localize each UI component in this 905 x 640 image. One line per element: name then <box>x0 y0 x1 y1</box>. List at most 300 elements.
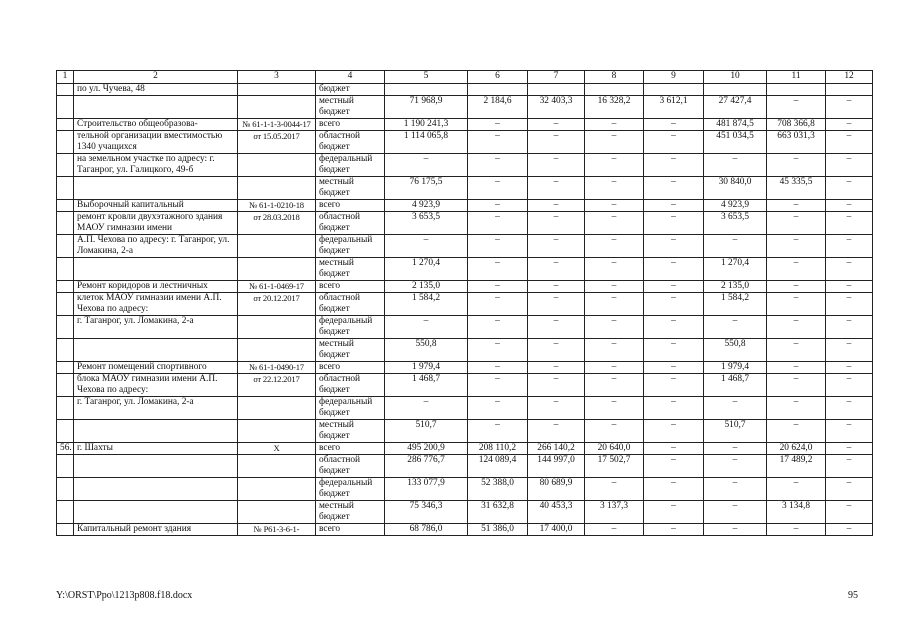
object-name: А.П. Чехова по адресу: г. Таганрог, ул. Ломакина, 2-а <box>74 235 238 258</box>
row-number <box>57 501 74 524</box>
amount-cell <box>704 84 767 96</box>
amount-cell: 510,7 <box>704 420 767 443</box>
funding-source: местный бюджет <box>316 258 385 281</box>
document-ref <box>238 455 316 478</box>
amount-cell: 144 997,0 <box>528 455 585 478</box>
amount-cell: – <box>585 200 644 212</box>
amount-cell: – <box>767 316 826 339</box>
amount-cell: – <box>767 258 826 281</box>
funding-source: федеральный бюджет <box>316 397 385 420</box>
funding-source: областной бюджет <box>316 455 385 478</box>
amount-cell: – <box>528 420 585 443</box>
funding-source: местный бюджет <box>316 339 385 362</box>
amount-cell: – <box>767 374 826 397</box>
amount-cell: 708 366,8 <box>767 119 826 131</box>
amount-cell: 1 584,2 <box>385 293 468 316</box>
amount-cell: – <box>585 235 644 258</box>
amount-cell: 20 624,0 <box>767 443 826 455</box>
table-row <box>57 177 873 200</box>
amount-cell: – <box>528 293 585 316</box>
amount-cell: 75 346,3 <box>385 501 468 524</box>
table-row <box>57 362 873 374</box>
object-name: г. Таганрог, ул. Ломакина, 2-а <box>74 397 238 420</box>
column-number: 4 <box>316 71 385 84</box>
amount-cell: – <box>767 293 826 316</box>
document-ref: № 61-1-0210-18 <box>238 200 316 212</box>
table-row <box>57 235 873 258</box>
funding-source: федеральный бюджет <box>316 316 385 339</box>
amount-cell: – <box>468 374 528 397</box>
amount-cell: – <box>644 362 704 374</box>
table-row <box>57 200 873 212</box>
row-number <box>57 235 74 258</box>
amount-cell: – <box>826 455 873 478</box>
amount-cell: 2 135,0 <box>704 281 767 293</box>
amount-cell: – <box>704 455 767 478</box>
object-name <box>74 339 238 362</box>
column-number: 3 <box>238 71 316 84</box>
amount-cell: – <box>826 443 873 455</box>
amount-cell: – <box>468 420 528 443</box>
funding-source: федеральный бюджет <box>316 154 385 177</box>
object-name: Ремонт помещений спортивного <box>74 362 238 374</box>
amount-cell: 208 110,2 <box>468 443 528 455</box>
column-number-row <box>57 71 873 84</box>
table-row <box>57 131 873 154</box>
table-row <box>57 524 873 536</box>
amount-cell: – <box>585 177 644 200</box>
amount-cell: 2 135,0 <box>385 281 468 293</box>
amount-cell: – <box>767 362 826 374</box>
amount-cell: 52 388,0 <box>468 478 528 501</box>
amount-cell: – <box>528 281 585 293</box>
amount-cell: – <box>767 212 826 235</box>
row-number <box>57 212 74 235</box>
amount-cell: 3 137,3 <box>585 501 644 524</box>
amount-cell: – <box>528 316 585 339</box>
table-row <box>57 84 873 96</box>
table-row <box>57 374 873 397</box>
amount-cell: 3 612,1 <box>644 96 704 119</box>
column-number: 9 <box>644 71 704 84</box>
amount-cell: – <box>644 374 704 397</box>
amount-cell: 663 031,3 <box>767 131 826 154</box>
row-number <box>57 293 74 316</box>
amount-cell: – <box>704 235 767 258</box>
funding-source: федеральный бюджет <box>316 478 385 501</box>
amount-cell: – <box>644 443 704 455</box>
row-number <box>57 478 74 501</box>
table-row <box>57 339 873 362</box>
object-name: Ремонт коридоров и лестничных <box>74 281 238 293</box>
amount-cell: – <box>826 316 873 339</box>
row-number <box>57 316 74 339</box>
document-ref <box>238 420 316 443</box>
amount-cell: – <box>644 397 704 420</box>
amount-cell: – <box>468 258 528 281</box>
table-row <box>57 96 873 119</box>
amount-cell: – <box>826 154 873 177</box>
amount-cell <box>826 84 873 96</box>
amount-cell: – <box>528 374 585 397</box>
column-number: 5 <box>385 71 468 84</box>
amount-cell: 45 335,5 <box>767 177 826 200</box>
amount-cell: 31 632,8 <box>468 501 528 524</box>
amount-cell <box>644 84 704 96</box>
amount-cell: 481 874,5 <box>704 119 767 131</box>
document-ref <box>238 154 316 177</box>
amount-cell: – <box>826 362 873 374</box>
table-row <box>57 478 873 501</box>
object-name <box>74 258 238 281</box>
amount-cell: – <box>585 316 644 339</box>
amount-cell: – <box>644 131 704 154</box>
column-number: 10 <box>704 71 767 84</box>
amount-cell: – <box>826 96 873 119</box>
document-ref: № 61-1-0490-17 <box>238 362 316 374</box>
document-ref: от 15.05.2017 <box>238 131 316 154</box>
amount-cell: – <box>468 119 528 131</box>
column-number: 8 <box>585 71 644 84</box>
amount-cell: – <box>468 131 528 154</box>
row-number <box>57 84 74 96</box>
amount-cell: – <box>767 96 826 119</box>
amount-cell: – <box>826 200 873 212</box>
column-number: 6 <box>468 71 528 84</box>
document-ref <box>238 316 316 339</box>
amount-cell: – <box>528 258 585 281</box>
page-number: 95 <box>848 590 858 601</box>
object-name <box>74 96 238 119</box>
amount-cell: 68 786,0 <box>385 524 468 536</box>
amount-cell: – <box>644 200 704 212</box>
document-ref <box>238 501 316 524</box>
amount-cell: – <box>644 501 704 524</box>
funding-source: местный бюджет <box>316 177 385 200</box>
amount-cell: – <box>644 177 704 200</box>
object-name: Капитальный ремонт здания <box>74 524 238 536</box>
funding-source: областной бюджет <box>316 374 385 397</box>
amount-cell: 1 114 065,8 <box>385 131 468 154</box>
object-name: Выборочный капитальный <box>74 200 238 212</box>
amount-cell: 17 502,7 <box>585 455 644 478</box>
amount-cell: 32 403,3 <box>528 96 585 119</box>
object-name: клеток МАОУ гимназии имени А.П. Чехова по адресу: <box>74 293 238 316</box>
amount-cell: 30 840,0 <box>704 177 767 200</box>
row-number <box>57 455 74 478</box>
row-number <box>57 397 74 420</box>
object-name: ремонт кровли двухэтажного здания МАОУ гимназии имени <box>74 212 238 235</box>
amount-cell: – <box>704 524 767 536</box>
amount-cell: – <box>528 119 585 131</box>
amount-cell: – <box>468 154 528 177</box>
footer-file-path: Y:\ORST\Ppo\1213p808.f18.docx <box>56 590 193 601</box>
amount-cell: – <box>385 397 468 420</box>
amount-cell: – <box>826 131 873 154</box>
amount-cell: 17 489,2 <box>767 455 826 478</box>
amount-cell: – <box>385 154 468 177</box>
amount-cell: – <box>644 420 704 443</box>
amount-cell: – <box>767 235 826 258</box>
amount-cell: – <box>767 478 826 501</box>
amount-cell: – <box>585 293 644 316</box>
amount-cell: – <box>644 316 704 339</box>
amount-cell: 451 034,5 <box>704 131 767 154</box>
amount-cell: – <box>528 235 585 258</box>
amount-cell: – <box>704 397 767 420</box>
amount-cell: 266 140,2 <box>528 443 585 455</box>
amount-cell: – <box>468 362 528 374</box>
document-ref <box>238 478 316 501</box>
document-ref <box>238 84 316 96</box>
amount-cell: 20 640,0 <box>585 443 644 455</box>
object-name: г. Таганрог, ул. Ломакина, 2-а <box>74 316 238 339</box>
amount-cell <box>468 84 528 96</box>
amount-cell <box>767 84 826 96</box>
funding-source: всего <box>316 200 385 212</box>
amount-cell: – <box>468 281 528 293</box>
funding-source: всего <box>316 362 385 374</box>
row-number <box>57 362 74 374</box>
amount-cell: 1 468,7 <box>385 374 468 397</box>
amount-cell: – <box>826 339 873 362</box>
amount-cell: 1 979,4 <box>704 362 767 374</box>
amount-cell: 1 190 241,3 <box>385 119 468 131</box>
row-number <box>57 339 74 362</box>
document-ref: от 20.12.2017 <box>238 293 316 316</box>
object-name <box>74 455 238 478</box>
amount-cell: 80 689,9 <box>528 478 585 501</box>
amount-cell: – <box>528 200 585 212</box>
amount-cell: 550,8 <box>704 339 767 362</box>
document-ref: Х <box>238 443 316 455</box>
amount-cell: 3 134,8 <box>767 501 826 524</box>
column-number: 7 <box>528 71 585 84</box>
budget-table <box>56 70 873 536</box>
amount-cell: – <box>767 524 826 536</box>
amount-cell: – <box>528 212 585 235</box>
amount-cell: – <box>767 200 826 212</box>
object-name <box>74 501 238 524</box>
amount-cell: – <box>585 478 644 501</box>
amount-cell: 1 270,4 <box>385 258 468 281</box>
table-row <box>57 119 873 131</box>
amount-cell: – <box>528 154 585 177</box>
table-row <box>57 212 873 235</box>
amount-cell: 510,7 <box>385 420 468 443</box>
amount-cell: 17 400,0 <box>528 524 585 536</box>
document-ref: № Р61-3-6-1- <box>238 524 316 536</box>
row-number <box>57 200 74 212</box>
amount-cell: 124 089,4 <box>468 455 528 478</box>
table-row <box>57 258 873 281</box>
funding-source: местный бюджет <box>316 501 385 524</box>
amount-cell: – <box>826 478 873 501</box>
amount-cell: 4 923,9 <box>704 200 767 212</box>
amount-cell: – <box>767 420 826 443</box>
amount-cell: 16 328,2 <box>585 96 644 119</box>
amount-cell: – <box>585 362 644 374</box>
amount-cell: – <box>826 258 873 281</box>
document-ref <box>238 96 316 119</box>
amount-cell: – <box>644 235 704 258</box>
amount-cell: – <box>585 524 644 536</box>
table-row <box>57 455 873 478</box>
amount-cell: – <box>468 316 528 339</box>
amount-cell: – <box>644 258 704 281</box>
amount-cell: – <box>826 177 873 200</box>
object-name <box>74 420 238 443</box>
amount-cell: – <box>528 339 585 362</box>
amount-cell: 3 653,5 <box>385 212 468 235</box>
amount-cell: – <box>585 119 644 131</box>
amount-cell: 1 979,4 <box>385 362 468 374</box>
amount-cell: – <box>585 420 644 443</box>
amount-cell: – <box>767 397 826 420</box>
funding-source: бюджет <box>316 84 385 96</box>
funding-source: местный бюджет <box>316 96 385 119</box>
amount-cell: 3 653,5 <box>704 212 767 235</box>
row-number <box>57 281 74 293</box>
column-number: 11 <box>767 71 826 84</box>
amount-cell: – <box>704 316 767 339</box>
row-number <box>57 374 74 397</box>
amount-cell: 76 175,5 <box>385 177 468 200</box>
amount-cell: – <box>826 420 873 443</box>
amount-cell: – <box>528 177 585 200</box>
table-row <box>57 316 873 339</box>
amount-cell <box>585 84 644 96</box>
funding-source: всего <box>316 281 385 293</box>
object-name: Строительство общеобразова- <box>74 119 238 131</box>
row-number <box>57 258 74 281</box>
amount-cell: 27 427,4 <box>704 96 767 119</box>
funding-source: областной бюджет <box>316 212 385 235</box>
amount-cell: – <box>767 281 826 293</box>
amount-cell: – <box>704 443 767 455</box>
amount-cell: 1 270,4 <box>704 258 767 281</box>
amount-cell: – <box>644 281 704 293</box>
amount-cell: – <box>767 154 826 177</box>
table-row <box>57 443 873 455</box>
amount-cell: – <box>468 212 528 235</box>
amount-cell: – <box>704 478 767 501</box>
amount-cell: 71 968,9 <box>385 96 468 119</box>
row-number: 56. <box>57 443 74 455</box>
row-number <box>57 154 74 177</box>
amount-cell: 40 453,3 <box>528 501 585 524</box>
row-number <box>57 96 74 119</box>
amount-cell: – <box>585 397 644 420</box>
table-row <box>57 154 873 177</box>
amount-cell: – <box>644 455 704 478</box>
funding-source: федеральный бюджет <box>316 235 385 258</box>
amount-cell: 51 386,0 <box>468 524 528 536</box>
amount-cell: – <box>644 154 704 177</box>
row-number <box>57 131 74 154</box>
amount-cell: – <box>468 397 528 420</box>
amount-cell: – <box>826 235 873 258</box>
funding-source: всего <box>316 443 385 455</box>
amount-cell: 1 468,7 <box>704 374 767 397</box>
row-number <box>57 420 74 443</box>
object-name: г. Шахты <box>74 443 238 455</box>
amount-cell: – <box>468 293 528 316</box>
amount-cell: – <box>528 362 585 374</box>
funding-source: областной бюджет <box>316 293 385 316</box>
amount-cell: – <box>826 374 873 397</box>
amount-cell: – <box>468 339 528 362</box>
amount-cell: – <box>468 235 528 258</box>
amount-cell: – <box>585 339 644 362</box>
amount-cell: – <box>385 235 468 258</box>
amount-cell: 2 184,6 <box>468 96 528 119</box>
amount-cell: – <box>704 501 767 524</box>
amount-cell: – <box>644 478 704 501</box>
amount-cell: – <box>644 339 704 362</box>
amount-cell: – <box>385 316 468 339</box>
row-number <box>57 119 74 131</box>
amount-cell: – <box>585 212 644 235</box>
amount-cell: – <box>644 524 704 536</box>
column-number: 2 <box>74 71 238 84</box>
amount-cell: – <box>826 212 873 235</box>
amount-cell: 495 200,9 <box>385 443 468 455</box>
amount-cell: – <box>468 200 528 212</box>
object-name: тельной организации вместимостью 1340 учащихся <box>74 131 238 154</box>
amount-cell: – <box>704 154 767 177</box>
funding-source: всего <box>316 119 385 131</box>
amount-cell: – <box>644 212 704 235</box>
object-name <box>74 177 238 200</box>
document-ref: № 61-1-1-3-0044-17 <box>238 119 316 131</box>
document-ref <box>238 258 316 281</box>
amount-cell: 1 584,2 <box>704 293 767 316</box>
amount-cell: 286 776,7 <box>385 455 468 478</box>
amount-cell: – <box>644 293 704 316</box>
amount-cell: – <box>826 524 873 536</box>
document-ref <box>238 177 316 200</box>
object-name: на земельном участке по адресу: г. Таганрог, ул. Галицкого, 49-б <box>74 154 238 177</box>
amount-cell: – <box>644 119 704 131</box>
amount-cell: – <box>585 154 644 177</box>
amount-cell: – <box>826 119 873 131</box>
row-number <box>57 524 74 536</box>
table-row <box>57 420 873 443</box>
amount-cell: – <box>826 397 873 420</box>
amount-cell: 550,8 <box>385 339 468 362</box>
amount-cell: – <box>585 131 644 154</box>
funding-source: местный бюджет <box>316 420 385 443</box>
funding-source: всего <box>316 524 385 536</box>
amount-cell: – <box>585 281 644 293</box>
amount-cell <box>528 84 585 96</box>
object-name: по ул. Чучева, 48 <box>74 84 238 96</box>
amount-cell <box>385 84 468 96</box>
amount-cell: – <box>826 293 873 316</box>
amount-cell: – <box>826 281 873 293</box>
table-row <box>57 501 873 524</box>
row-number <box>57 177 74 200</box>
amount-cell: – <box>585 258 644 281</box>
column-number: 12 <box>826 71 873 84</box>
object-name <box>74 478 238 501</box>
document-ref: от 28.03.2018 <box>238 212 316 235</box>
document-ref: № 61-1-0469-17 <box>238 281 316 293</box>
amount-cell: – <box>585 374 644 397</box>
amount-cell: – <box>468 177 528 200</box>
amount-cell: 4 923,9 <box>385 200 468 212</box>
